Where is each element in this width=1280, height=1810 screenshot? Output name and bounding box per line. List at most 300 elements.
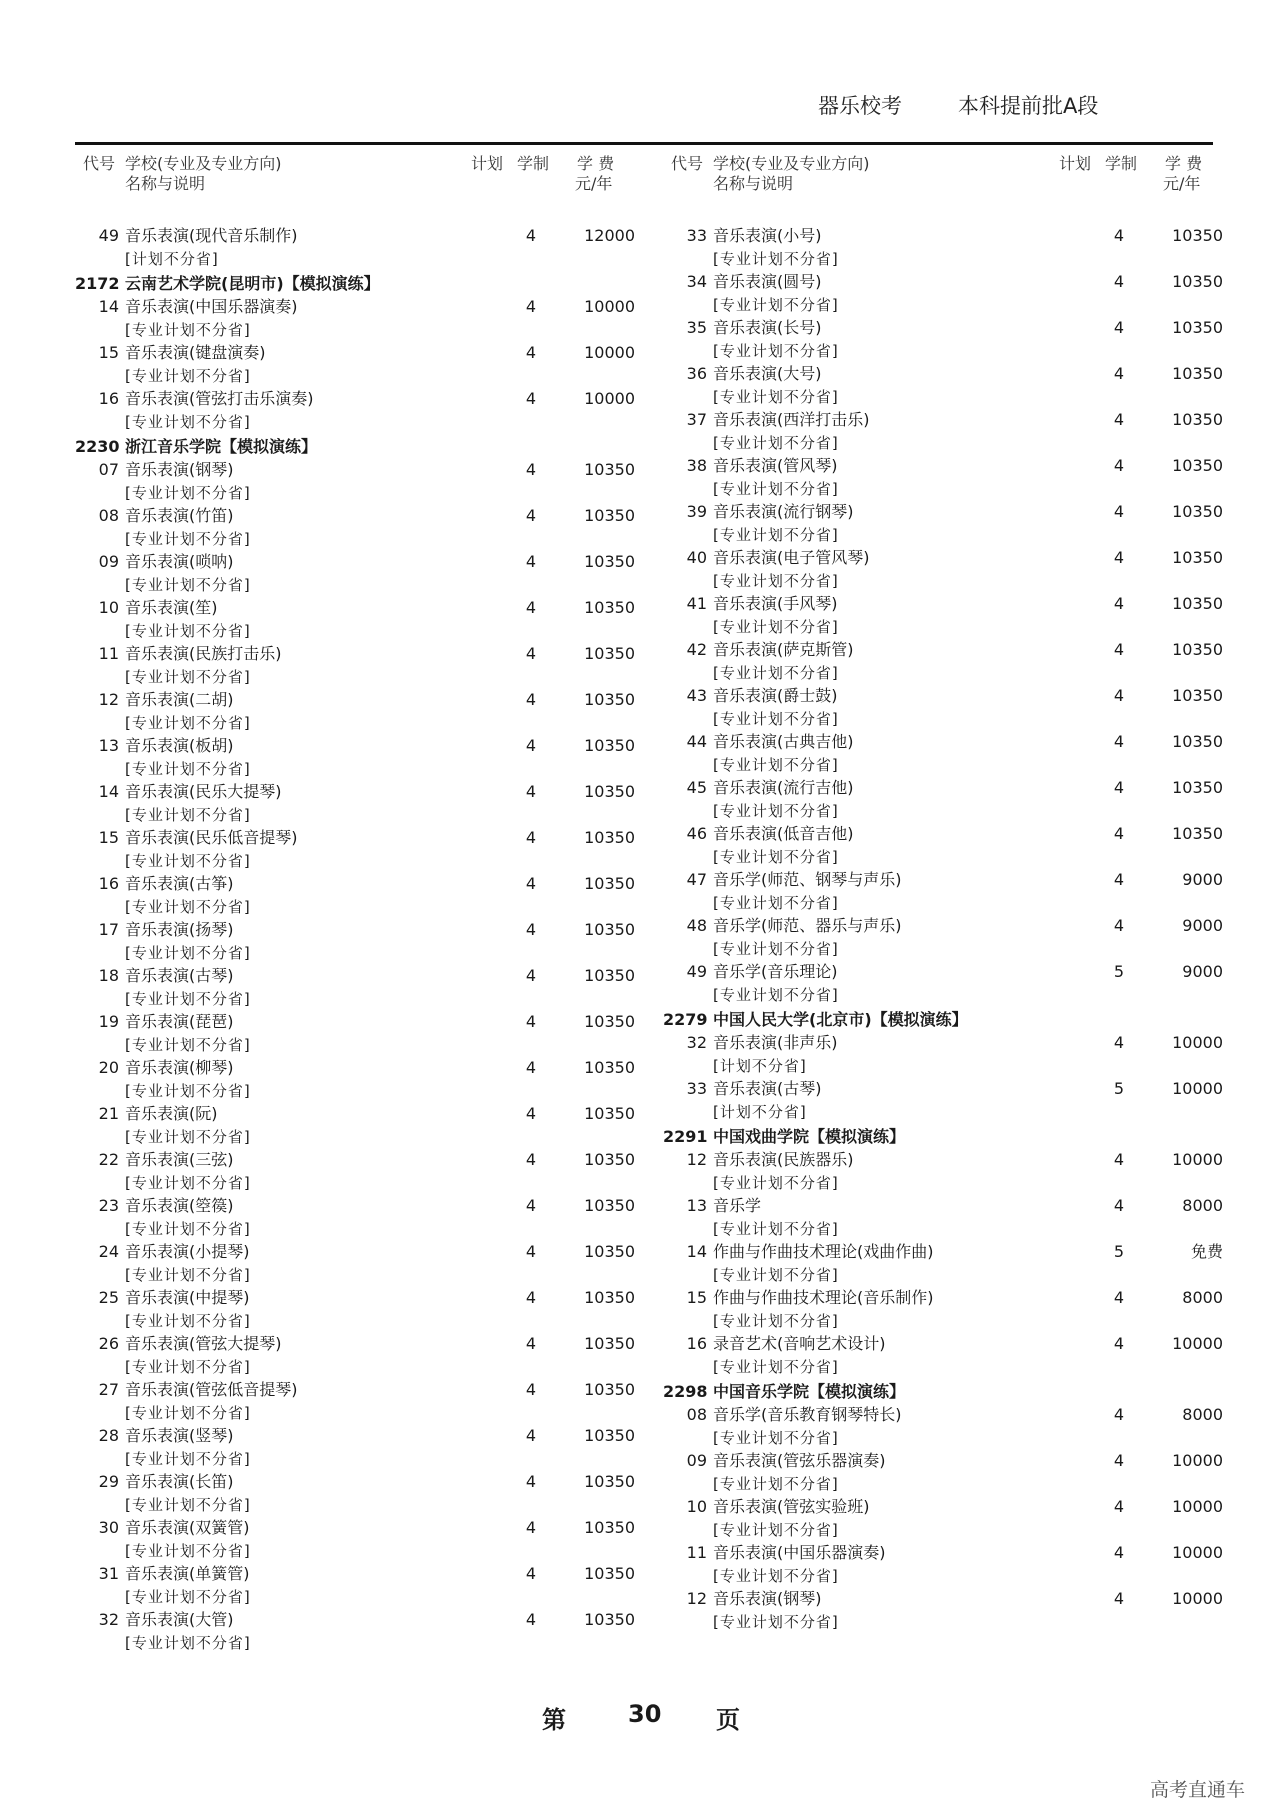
major-code: 46 — [686, 824, 707, 843]
major-row — [75, 826, 635, 850]
major-fee: 10000 — [1172, 1497, 1223, 1516]
major-fee: 10350 — [1172, 640, 1223, 659]
major-name: 音乐表演(民乐大提琴) — [125, 782, 282, 801]
plan-note: [专业计划不分省] — [125, 622, 251, 640]
major-name: 音乐表演(非声乐) — [713, 1033, 838, 1052]
major-fee: 10350 — [584, 644, 635, 663]
plan-note: [专业计划不分省] — [713, 618, 839, 636]
major-fee: 10350 — [584, 1012, 635, 1031]
major-row — [75, 596, 635, 620]
header-rule — [75, 142, 1213, 145]
major-name: 音乐学(师范、器乐与声乐) — [713, 916, 902, 935]
major-fee: 10350 — [1172, 824, 1223, 843]
major-row — [663, 1495, 1223, 1519]
major-row — [663, 1541, 1223, 1565]
plan-note: [专业计划不分省] — [125, 760, 251, 778]
major-fee: 10350 — [1172, 456, 1223, 475]
major-row — [75, 1056, 635, 1080]
note-row — [75, 619, 635, 643]
note-row — [75, 1585, 635, 1609]
major-code: 20 — [98, 1058, 119, 1077]
plan-note: [专业计划不分省] — [713, 1429, 839, 1447]
major-name: 音乐学(音乐教育钢琴特长) — [713, 1405, 902, 1424]
note-row — [663, 247, 1223, 271]
major-fee: 10000 — [1172, 1079, 1223, 1098]
header-fee: 学 费 — [577, 154, 615, 173]
note-row — [75, 757, 635, 781]
major-fee: 10350 — [584, 920, 635, 939]
major-name: 音乐表演(单簧管) — [125, 1564, 250, 1583]
major-code: 30 — [98, 1518, 119, 1537]
note-row — [663, 477, 1223, 501]
major-years: 4 — [1113, 778, 1125, 797]
major-code: 14 — [98, 297, 119, 316]
major-name: 音乐表演(流行钢琴) — [713, 502, 854, 521]
major-years: 5 — [1113, 962, 1125, 981]
major-name: 音乐表演(民族器乐) — [713, 1150, 854, 1169]
major-years: 5 — [1113, 1242, 1125, 1261]
major-row — [75, 1424, 635, 1448]
major-years: 4 — [1113, 318, 1125, 337]
note-row — [75, 803, 635, 827]
plan-note: [计划不分省] — [713, 1103, 807, 1121]
note-row — [663, 845, 1223, 869]
note-row — [75, 527, 635, 551]
major-row — [663, 1240, 1223, 1264]
major-fee: 8000 — [1182, 1196, 1223, 1215]
major-code: 11 — [98, 644, 119, 663]
major-fee: 10000 — [1172, 1451, 1223, 1470]
page-prefix: 第 — [542, 1706, 566, 1734]
major-fee: 10350 — [584, 1564, 635, 1583]
plan-note: [专业计划不分省] — [713, 342, 839, 360]
plan-note: [专业计划不分省] — [125, 530, 251, 548]
major-row — [75, 1470, 635, 1494]
note-row — [75, 1539, 635, 1563]
major-code: 08 — [686, 1405, 707, 1424]
plan-note: [专业计划不分省] — [713, 756, 839, 774]
note-row — [75, 1631, 635, 1655]
plan-note: [专业计划不分省] — [125, 1174, 251, 1192]
major-years: 5 — [1113, 1079, 1125, 1098]
header-years: 学制 — [517, 154, 550, 173]
note-row — [663, 569, 1223, 593]
note-row — [75, 665, 635, 689]
note-row — [75, 849, 635, 873]
major-fee: 10350 — [584, 690, 635, 709]
plan-note: [计划不分省] — [125, 250, 219, 268]
major-name: 音乐表演(竖琴) — [125, 1426, 234, 1445]
major-fee: 9000 — [1182, 870, 1223, 889]
plan-note: [专业计划不分省] — [125, 1542, 251, 1560]
major-code: 23 — [98, 1196, 119, 1215]
major-name: 音乐表演(小号) — [713, 226, 822, 245]
major-years: 4 — [525, 297, 537, 316]
plan-note: [专业计划不分省] — [713, 802, 839, 820]
major-years: 4 — [525, 226, 537, 245]
note-row — [663, 1472, 1223, 1496]
right-column — [663, 154, 1223, 1631]
major-name: 音乐表演(二胡) — [125, 690, 234, 709]
school-name: 中国音乐学院【模拟演练】 — [713, 1382, 906, 1401]
major-fee: 10000 — [1172, 1150, 1223, 1169]
major-fee: 8000 — [1182, 1405, 1223, 1424]
note-row — [663, 615, 1223, 639]
major-years: 4 — [525, 506, 537, 525]
plan-note: [专业计划不分省] — [713, 480, 839, 498]
major-years: 4 — [1113, 502, 1125, 521]
major-row — [663, 1194, 1223, 1218]
plan-note: [专业计划不分省] — [713, 710, 839, 728]
major-years: 4 — [1113, 548, 1125, 567]
major-years: 4 — [1113, 1033, 1125, 1052]
note-row — [663, 707, 1223, 731]
note-row — [663, 1171, 1223, 1195]
major-name: 音乐表演(萨克斯管) — [713, 640, 854, 659]
major-years: 4 — [525, 343, 537, 362]
major-name: 音乐学(音乐理论) — [713, 962, 838, 981]
major-code: 41 — [686, 594, 707, 613]
plan-note: [专业计划不分省] — [125, 1358, 251, 1376]
major-fee: 10350 — [584, 598, 635, 617]
major-years: 4 — [525, 1012, 537, 1031]
major-row — [75, 1332, 635, 1356]
note-row — [663, 1054, 1223, 1078]
major-row — [75, 1010, 635, 1034]
major-name: 音乐表演(古典吉他) — [713, 732, 854, 751]
major-name: 音乐表演(管弦乐器演奏) — [713, 1451, 886, 1470]
school-name: 中国戏曲学院【模拟演练】 — [713, 1127, 906, 1146]
major-fee: 9000 — [1182, 916, 1223, 935]
major-row — [663, 1286, 1223, 1310]
school-row — [75, 272, 635, 296]
major-years: 4 — [1113, 364, 1125, 383]
major-code: 40 — [686, 548, 707, 567]
major-code: 16 — [98, 874, 119, 893]
major-years: 4 — [525, 460, 537, 479]
plan-note: [专业计划不分省] — [125, 1588, 251, 1606]
major-code: 12 — [686, 1589, 707, 1608]
major-name: 音乐表演(钢琴) — [125, 460, 234, 479]
major-code: 24 — [98, 1242, 119, 1261]
major-fee: 8000 — [1182, 1288, 1223, 1307]
major-row — [663, 592, 1223, 616]
major-code: 33 — [686, 226, 707, 245]
major-name: 音乐表演(低音吉他) — [713, 824, 854, 843]
major-name: 音乐表演(扬琴) — [125, 920, 234, 939]
page-suffix: 页 — [716, 1706, 740, 1734]
plan-note: [专业计划不分省] — [125, 1036, 251, 1054]
major-code: 32 — [686, 1033, 707, 1052]
major-fee: 10350 — [584, 460, 635, 479]
school-row — [75, 435, 635, 459]
note-row — [75, 1125, 635, 1149]
major-code: 12 — [98, 690, 119, 709]
major-code: 43 — [686, 686, 707, 705]
major-fee: 10350 — [584, 1058, 635, 1077]
major-name: 音乐表演(双簧管) — [125, 1518, 250, 1537]
plan-note: [专业计划不分省] — [125, 1220, 251, 1238]
major-years: 4 — [525, 1610, 537, 1629]
major-row — [75, 688, 635, 712]
plan-note: [专业计划不分省] — [713, 1475, 839, 1493]
major-name: 音乐表演(古琴) — [125, 966, 234, 985]
header-school: 学校(专业及专业方向) — [125, 154, 282, 173]
plan-note: [专业计划不分省] — [713, 664, 839, 682]
note-row — [663, 339, 1223, 363]
major-code: 07 — [98, 460, 119, 479]
major-row — [663, 730, 1223, 754]
major-name: 音乐表演(中提琴) — [125, 1288, 250, 1307]
major-code: 09 — [686, 1451, 707, 1470]
major-row — [663, 1587, 1223, 1611]
major-code: 33 — [686, 1079, 707, 1098]
major-fee: 10350 — [1172, 318, 1223, 337]
plan-note: [专业计划不分省] — [713, 1220, 839, 1238]
major-code: 35 — [686, 318, 707, 337]
major-name: 音乐表演(流行吉他) — [713, 778, 854, 797]
major-row — [75, 1286, 635, 1310]
major-years: 4 — [525, 828, 537, 847]
major-fee: 10350 — [584, 1104, 635, 1123]
plan-note: [专业计划不分省] — [125, 413, 251, 431]
plan-note: [专业计划不分省] — [713, 296, 839, 314]
major-row — [75, 734, 635, 758]
note-row — [75, 481, 635, 505]
major-row — [75, 1240, 635, 1264]
major-years: 4 — [525, 736, 537, 755]
note-row — [663, 799, 1223, 823]
major-code: 48 — [686, 916, 707, 935]
major-name: 音乐表演(阮) — [125, 1104, 218, 1123]
major-name: 音乐表演(中国乐器演奏) — [713, 1543, 886, 1562]
plan-note: [专业计划不分省] — [125, 321, 251, 339]
major-years: 4 — [1113, 870, 1125, 889]
plan-note: [专业计划不分省] — [125, 898, 251, 916]
major-years: 4 — [1113, 1589, 1125, 1608]
left-column — [75, 154, 635, 1652]
major-code: 34 — [686, 272, 707, 291]
major-row — [663, 546, 1223, 570]
major-code: 45 — [686, 778, 707, 797]
major-name: 音乐学(师范、钢琴与声乐) — [713, 870, 902, 889]
major-fee: 10350 — [584, 506, 635, 525]
major-years: 4 — [1113, 1150, 1125, 1169]
major-row — [75, 1516, 635, 1540]
major-fee: 10350 — [584, 1288, 635, 1307]
major-name: 音乐学 — [713, 1196, 762, 1215]
major-fee: 10350 — [1172, 272, 1223, 291]
watermark: 高考直通车 — [1150, 1779, 1246, 1801]
major-years: 4 — [525, 1242, 537, 1261]
major-fee: 10000 — [1172, 1543, 1223, 1562]
major-row — [663, 1031, 1223, 1055]
plan-note: [专业计划不分省] — [713, 1312, 839, 1330]
major-fee: 10000 — [584, 297, 635, 316]
major-name: 音乐表演(长笛) — [125, 1472, 234, 1491]
major-row — [75, 964, 635, 988]
major-fee: 10000 — [1172, 1589, 1223, 1608]
major-fee: 10350 — [584, 1426, 635, 1445]
header-fee: 学 费 — [1165, 154, 1203, 173]
header-years: 学制 — [1105, 154, 1138, 173]
major-fee: 10350 — [1172, 686, 1223, 705]
major-fee: 10350 — [584, 1380, 635, 1399]
major-years: 4 — [525, 690, 537, 709]
plan-note: [专业计划不分省] — [713, 388, 839, 406]
major-code: 44 — [686, 732, 707, 751]
major-name: 音乐表演(西洋打击乐) — [713, 410, 870, 429]
major-code: 10 — [98, 598, 119, 617]
major-fee: 10000 — [584, 389, 635, 408]
plan-note: [专业计划不分省] — [125, 806, 251, 824]
major-name: 音乐表演(三弦) — [125, 1150, 234, 1169]
major-row — [75, 918, 635, 942]
plan-note: [专业计划不分省] — [713, 848, 839, 866]
plan-note: [专业计划不分省] — [713, 1613, 839, 1631]
major-row — [663, 1332, 1223, 1356]
major-years: 4 — [525, 598, 537, 617]
major-code: 39 — [686, 502, 707, 521]
note-row — [75, 1171, 635, 1195]
major-row — [663, 224, 1223, 248]
plan-note: [专业计划不分省] — [713, 986, 839, 1004]
plan-note: [专业计划不分省] — [125, 852, 251, 870]
major-fee: 10350 — [584, 552, 635, 571]
major-code: 12 — [686, 1150, 707, 1169]
major-name: 音乐表演(民乐低音提琴) — [125, 828, 298, 847]
plan-note: [专业计划不分省] — [713, 1174, 839, 1192]
major-name: 音乐表演(管弦低音提琴) — [125, 1380, 298, 1399]
major-row — [663, 914, 1223, 938]
major-row — [663, 454, 1223, 478]
major-years: 4 — [525, 389, 537, 408]
note-row — [663, 661, 1223, 685]
major-fee: 10350 — [584, 1150, 635, 1169]
major-code: 13 — [98, 736, 119, 755]
major-code: 18 — [98, 966, 119, 985]
note-row — [663, 1217, 1223, 1241]
note-row — [75, 1033, 635, 1057]
plan-note: [专业计划不分省] — [125, 576, 251, 594]
major-row — [75, 780, 635, 804]
major-row — [75, 872, 635, 896]
major-name: 作曲与作曲技术理论(音乐制作) — [713, 1288, 934, 1307]
major-name: 音乐表演(竹笛) — [125, 506, 234, 525]
major-name: 音乐表演(电子管风琴) — [713, 548, 870, 567]
major-row — [75, 1608, 635, 1632]
major-name: 音乐表演(琵琶) — [125, 1012, 234, 1031]
major-years: 4 — [1113, 1543, 1125, 1562]
note-row — [663, 891, 1223, 915]
header-batch: 本科提前批A段 — [958, 94, 1099, 118]
major-fee: 10350 — [584, 1472, 635, 1491]
major-years: 4 — [1113, 686, 1125, 705]
note-row — [663, 1610, 1223, 1634]
major-row — [75, 224, 635, 248]
major-years: 4 — [1113, 1451, 1125, 1470]
plan-note: [计划不分省] — [713, 1057, 807, 1075]
school-code: 2298 — [663, 1382, 708, 1401]
major-code: 16 — [98, 389, 119, 408]
note-row — [663, 983, 1223, 1007]
major-code: 28 — [98, 1426, 119, 1445]
school-name: 云南艺术学院(昆明市)【模拟演练】 — [125, 274, 380, 293]
major-name: 音乐表演(柳琴) — [125, 1058, 234, 1077]
major-row — [75, 387, 635, 411]
header-code: 代号 — [671, 154, 704, 173]
major-fee: 10350 — [584, 828, 635, 847]
major-code: 16 — [686, 1334, 707, 1353]
header-plan: 计划 — [1059, 154, 1092, 173]
major-years: 4 — [1113, 1405, 1125, 1424]
major-row — [75, 550, 635, 574]
note-row — [75, 1217, 635, 1241]
major-name: 音乐表演(圆号) — [713, 272, 822, 291]
note-row — [663, 1564, 1223, 1588]
major-row — [663, 1077, 1223, 1101]
major-years: 4 — [1113, 594, 1125, 613]
major-fee: 10350 — [584, 736, 635, 755]
header-desc: 名称与说明 — [125, 174, 206, 193]
plan-note: [专业计划不分省] — [125, 1450, 251, 1468]
major-name: 音乐表演(中国乐器演奏) — [125, 297, 298, 316]
major-years: 4 — [1113, 732, 1125, 751]
note-row — [75, 1355, 635, 1379]
plan-note: [专业计划不分省] — [713, 526, 839, 544]
major-name: 音乐表演(长号) — [713, 318, 822, 337]
major-row — [663, 822, 1223, 846]
major-name: 音乐表演(钢琴) — [713, 1589, 822, 1608]
major-fee: 10350 — [1172, 226, 1223, 245]
major-years: 4 — [525, 1058, 537, 1077]
major-years: 4 — [1113, 824, 1125, 843]
plan-note: [专业计划不分省] — [713, 1521, 839, 1539]
major-years: 4 — [525, 1196, 537, 1215]
major-code: 15 — [98, 343, 119, 362]
plan-note: [专业计划不分省] — [125, 1266, 251, 1284]
major-code: 09 — [98, 552, 119, 571]
major-years: 4 — [525, 1104, 537, 1123]
major-code: 11 — [686, 1543, 707, 1562]
major-row — [663, 776, 1223, 800]
header-plan: 计划 — [471, 154, 504, 173]
note-row — [663, 753, 1223, 777]
major-name: 音乐表演(大管) — [125, 1610, 234, 1629]
major-code: 10 — [686, 1497, 707, 1516]
major-row — [75, 1148, 635, 1172]
header-code: 代号 — [83, 154, 116, 173]
major-years: 4 — [1113, 226, 1125, 245]
major-years: 4 — [1113, 410, 1125, 429]
school-row — [663, 1008, 1223, 1032]
major-fee: 10000 — [584, 343, 635, 362]
school-code: 2279 — [663, 1010, 708, 1029]
major-code: 15 — [98, 828, 119, 847]
major-name: 音乐表演(现代音乐制作) — [125, 226, 298, 245]
major-row — [663, 1449, 1223, 1473]
note-row — [75, 410, 635, 434]
major-row — [663, 500, 1223, 524]
school-code: 2230 — [75, 437, 120, 456]
major-row — [75, 642, 635, 666]
major-years: 4 — [1113, 272, 1125, 291]
note-row — [75, 711, 635, 735]
major-row — [75, 458, 635, 482]
header-school: 学校(专业及专业方向) — [713, 154, 870, 173]
major-row — [75, 295, 635, 319]
note-row — [663, 523, 1223, 547]
